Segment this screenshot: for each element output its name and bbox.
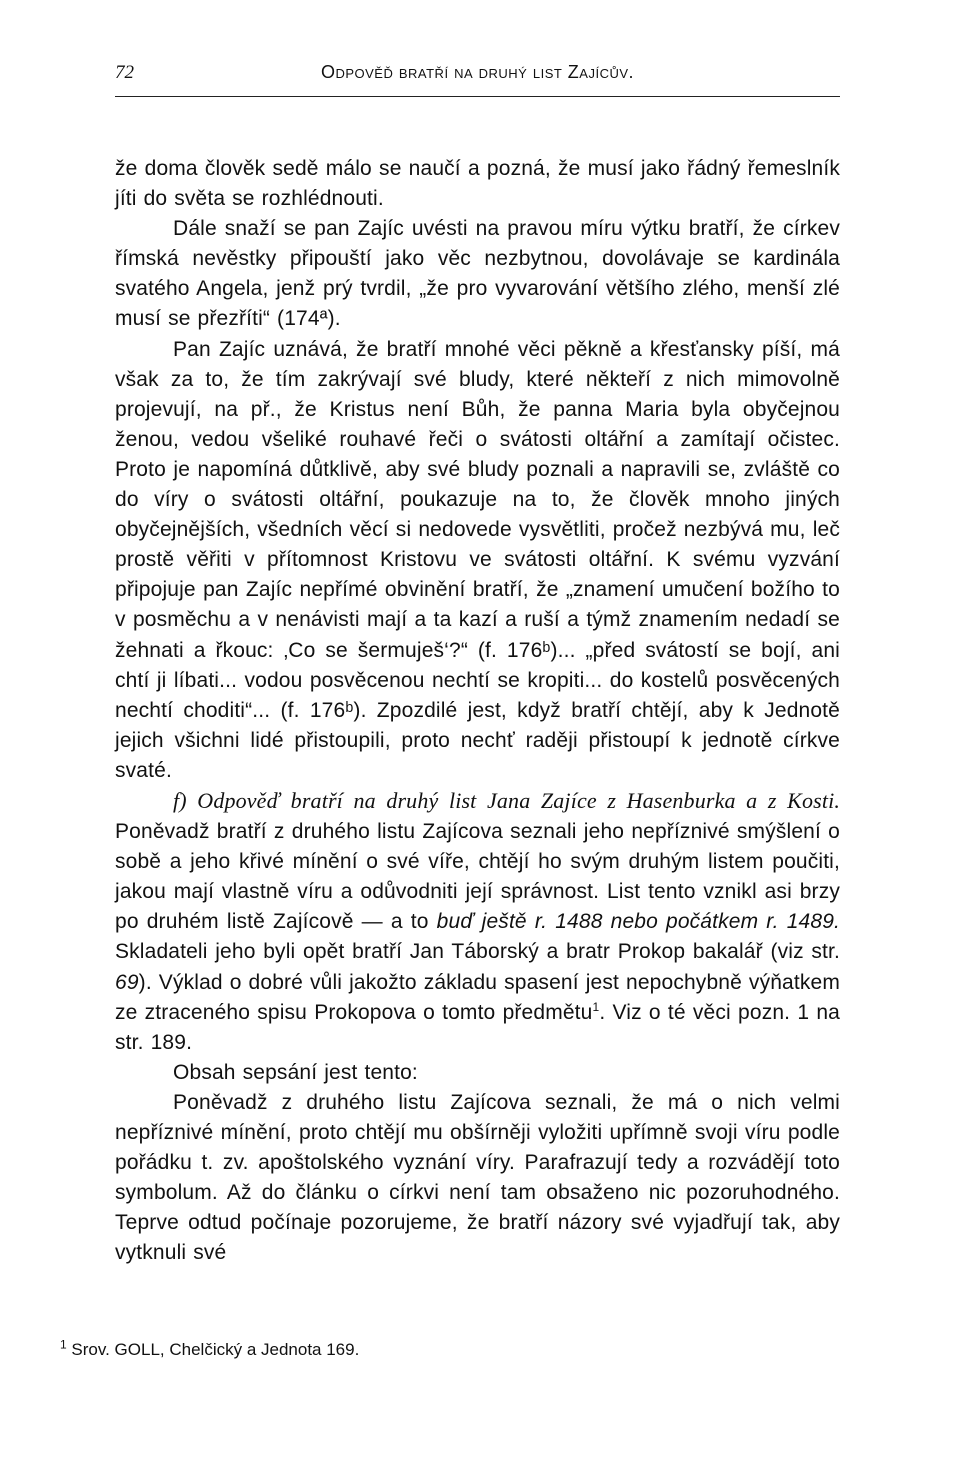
footnote-mark: 1 <box>592 999 600 1014</box>
page-number: 72 <box>115 62 134 83</box>
paragraph: Obsah sepsání jest tento: <box>173 1060 418 1084</box>
section-text: . Viz o té věci pozn. 1 na str. 189. <box>115 1000 840 1054</box>
paragraph: Dále snaží se pan Zajíc uvésti na pravou míru výtku bratří, že církev římská nevěstky připouští jako věc nezbytnou, dovolávaje se kardinála svatého Angela, jenž prý tvrdil, „že pro vyvarování většího zlého, menší zlé musí se přezříti“ (174ª). <box>115 217 840 331</box>
page-ref: 69 <box>115 970 139 994</box>
footnote <box>60 1337 760 1360</box>
paragraph: Pan Zajíc uznává, že bratří mnohé věci pěkně a křesťansky píší, má však za to, že tím zakrývají své bludy, které někteří z nich mimovolně projevují, na př., že Kristus není Bůh, že panna Maria byla obyčejnou ženou, vedou všeliké rouhavé řeči o svátosti oltářní a zamítají očistec. Proto je napomíná důtklivě, aby své bludy poznali a napravili se, zvláště co do víry o svátosti oltářní, poukazuje na to, že člověk mnoho jiných obyčejnějších, všedních věcí si nedovede vysvětliti, pročež nezbývá mu, leč prostě věřiti v přítomnost Kristovu ve svátosti oltářní. K svému vyzvání připojuje pan Zajíc nepřímé obvinění bratří, že „znamení umučení božího to v posměchu a v nenávisti mají a ta kazí a ruší a týmž znamením nedadí se žehnati a řkouc: ‚Co se šermuješ‘?“ (f. 176ᵇ)... „před svátostí se bojí, ani chtí ji líbati... vodou posvěcenou nechtí se kropiti... do kostelů posvěcených nechtí choditi“... (f. 176ᵇ). Zpozdilé jest, když bratří chtějí, aby k Jednotě jejich všichni lidé přistoupili, proto nechť raději přistoupí k jednotě církve svaté. <box>115 337 840 782</box>
footnote-number: 1 <box>60 1337 67 1352</box>
section-text: Skladateli jeho byli opět bratří Jan Táborský a bratr Prokop bakalář (viz str. <box>115 940 840 964</box>
body-text <box>115 154 840 1268</box>
section-text: Poněvadž bratří z druhého listu Zajícova seznali jeho nepříznivé smýšlení o sobě a jeho křivé mínění o své víře, chtějí ho svým druhým listem poučiti, jakou mají vlastně víru a odůvodniti její správnost. List tento vznikl asi brzy po druhém listě Zajícově — a to <box>115 820 840 934</box>
running-head <box>115 62 840 97</box>
section-heading: f) Odpověď bratří na druhý list Jana Zajíce z Hasenburka a z Kosti. <box>173 787 840 813</box>
paragraph: že doma člověk sedě málo se naučí a pozná, že musí jako řádný řemeslník jíti do světa se rozhlédnouti. <box>115 157 840 211</box>
section-f-paragraph <box>115 786 840 1058</box>
page <box>115 62 840 1268</box>
footnote-text: Srov. GOLL, Chelčický a Jednota 169. <box>71 1340 360 1359</box>
running-title: Odpověď bratří na druhý list Zajícův. <box>320 62 635 82</box>
date-italic: buď ještě r. 1488 nebo počátkem r. 1489. <box>436 910 841 934</box>
section-text: ). Výklad o dobré vůli jakožto základu spasení jest nepochybně výňatkem ze ztraceného spisu Prokopova o tomto předmětu <box>115 970 840 1024</box>
paragraph: Poněvadž z druhého listu Zajícova seznali, že má o nich velmi nepříznivé mínění, proto chtějí mu obšírněji vyložiti upřímně svoji víru podle pořádku t. zv. apoštolského vyznání víry. Parafrazují tedy a rozvádějí toto symbolum. Až do článku o církvi není tam obsaženo nic pozoruhodného. Teprve odtud počínaje pozorujeme, že bratří názory své vyjadřují tak, aby vytknuli své <box>115 1090 840 1265</box>
